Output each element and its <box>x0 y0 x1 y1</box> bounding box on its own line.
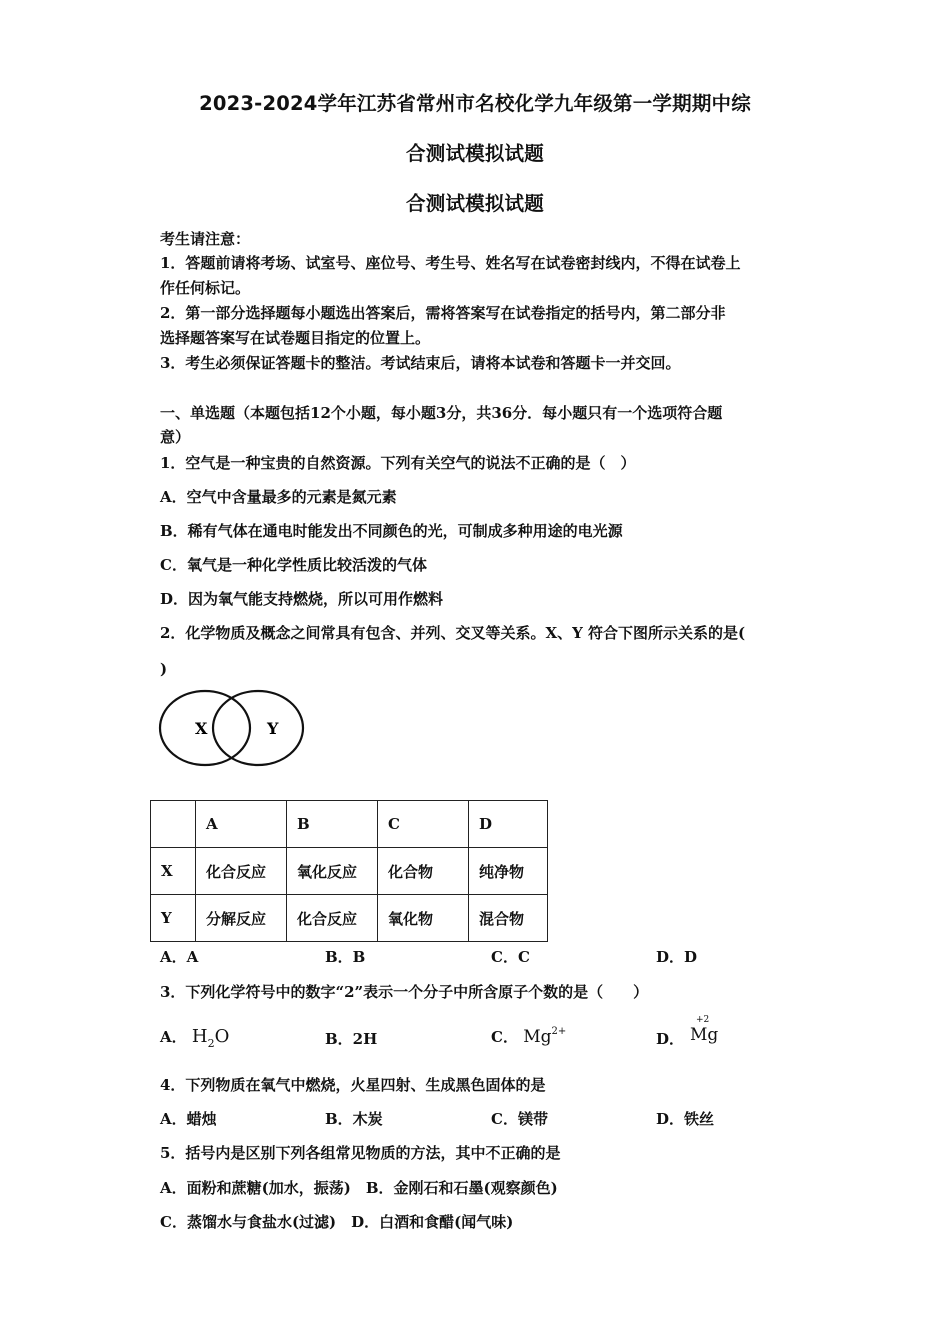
q2-stem-cont: ) <box>160 660 168 678</box>
q1-option-c: C．氧气是一种化学性质比较活泼的气体 <box>160 556 427 574</box>
table-cell: 混合物 <box>469 895 548 942</box>
section-heading-cont: 意） <box>160 428 191 446</box>
q3-stem: 3．下列化学符号中的数字“2”表示一个分子中所含原子个数的是（ ） <box>160 983 649 1001</box>
q3-option-c <box>491 1026 566 1047</box>
q4-stem: 4．下列物质在氧气中燃烧，火星四射、生成黑色固体的是 <box>160 1076 546 1094</box>
q5-options-cd: C．蒸馏水与食盐水(过滤) D．白酒和食醋(闻气味) <box>160 1213 514 1231</box>
relation-table <box>150 800 548 942</box>
table-cell: A <box>196 801 287 848</box>
notice-line: 2．第一部分选择题每小题选出答案后，需将答案写在试卷指定的括号内，第二部分非 <box>160 304 726 322</box>
notice-line: 1．答题前请将考场、试室号、座位号、考生号、姓名写在试卷密封线内，不得在试卷上 <box>160 254 741 272</box>
table-cell <box>151 801 196 848</box>
table-cell: 纯净物 <box>469 848 548 895</box>
q3-formula-mg-ion <box>523 1027 566 1047</box>
q2-option-d: D．D <box>656 948 698 966</box>
title-line-3: 合测试模拟试题 <box>406 192 544 215</box>
q3-option-b: B．2H <box>325 1030 378 1048</box>
formula-subscript: 2 <box>207 1037 215 1050</box>
q1-option-b: B．稀有气体在通电时能发出不同颜色的光，可制成多种用途的电光源 <box>160 522 623 540</box>
table-cell: D <box>469 801 548 848</box>
q3-option-a-label: A． <box>160 1028 187 1046</box>
q4-option-b: B．木炭 <box>325 1110 383 1128</box>
q1-option-d: D．因为氧气能支持燃烧，所以可用作燃料 <box>160 590 444 608</box>
table-cell: 化合物 <box>378 848 469 895</box>
formula-o: O <box>214 1026 230 1047</box>
notice-line: 作任何标记。 <box>160 279 251 297</box>
table-header-row <box>151 801 548 848</box>
notice-line: 3．考生必须保证答题卡的整洁。考试结束后，请将本试卷和答题卡一并交回。 <box>160 354 681 372</box>
q3-option-d: D． <box>656 1030 685 1048</box>
title-line-1: 2023-2024学年江苏省常州市名校化学九年级第一学期期中综 <box>199 92 751 115</box>
table-row <box>151 848 548 895</box>
table-cell: Y <box>151 895 196 942</box>
venn-label-y: Y <box>267 719 279 738</box>
formula-mg: Mg <box>523 1027 552 1047</box>
q2-stem: 2．化学物质及概念之间常具有包含、并列、交叉等关系。X、Y 符合下图所示关系的是( <box>160 624 746 642</box>
q5-stem: 5．括号内是区别下列各组常见物质的方法，其中不正确的是 <box>160 1144 561 1162</box>
q5-options-ab: A．面粉和蔗糖(加水，振荡) B．金刚石和石墨(观察颜色) <box>160 1179 558 1197</box>
notice-heading: 考生请注意： <box>160 230 251 248</box>
venn-diagram <box>157 688 307 770</box>
table-cell: C <box>378 801 469 848</box>
table-cell: 氧化反应 <box>287 848 378 895</box>
table-cell: X <box>151 848 196 895</box>
table-row <box>151 895 548 942</box>
formula-h: H <box>191 1026 208 1047</box>
q4-option-d: D．铁丝 <box>656 1110 715 1128</box>
venn-label-x: X <box>195 719 208 738</box>
venn-circle-y <box>213 691 303 765</box>
q3-option-c-label: C． <box>491 1028 518 1046</box>
table-cell: B <box>287 801 378 848</box>
q3-valence-mark: +2 <box>696 1015 710 1025</box>
section-heading: 一、单选题（本题包括12个小题，每小题3分，共36分．每小题只有一个选项符合题 <box>160 404 723 422</box>
q3-formula-mg-valence: Mg <box>690 1025 719 1045</box>
q1-stem: 1．空气是一种宝贵的自然资源。下列有关空气的说法不正确的是（ ） <box>160 454 636 472</box>
notice-line: 选择题答案写在试卷题目指定的位置上。 <box>160 329 431 347</box>
q1-option-a: A．空气中含量最多的元素是氮元素 <box>160 488 397 506</box>
q3-option-a <box>160 1026 229 1050</box>
q2-option-a: A．A <box>160 948 199 966</box>
q2-option-b: B．B <box>325 948 366 966</box>
table-cell: 化合反应 <box>287 895 378 942</box>
q4-option-a: A．蜡烛 <box>160 1110 217 1128</box>
table-cell: 化合反应 <box>196 848 287 895</box>
table-cell: 氧化物 <box>378 895 469 942</box>
title-line-2: 合测试模拟试题 <box>406 142 544 165</box>
q3-formula-h2o <box>191 1026 230 1050</box>
q2-option-c: C．C <box>491 948 530 966</box>
table-cell: 分解反应 <box>196 895 287 942</box>
formula-superscript: 2+ <box>551 1026 567 1037</box>
q4-option-c: C．镁带 <box>491 1110 548 1128</box>
